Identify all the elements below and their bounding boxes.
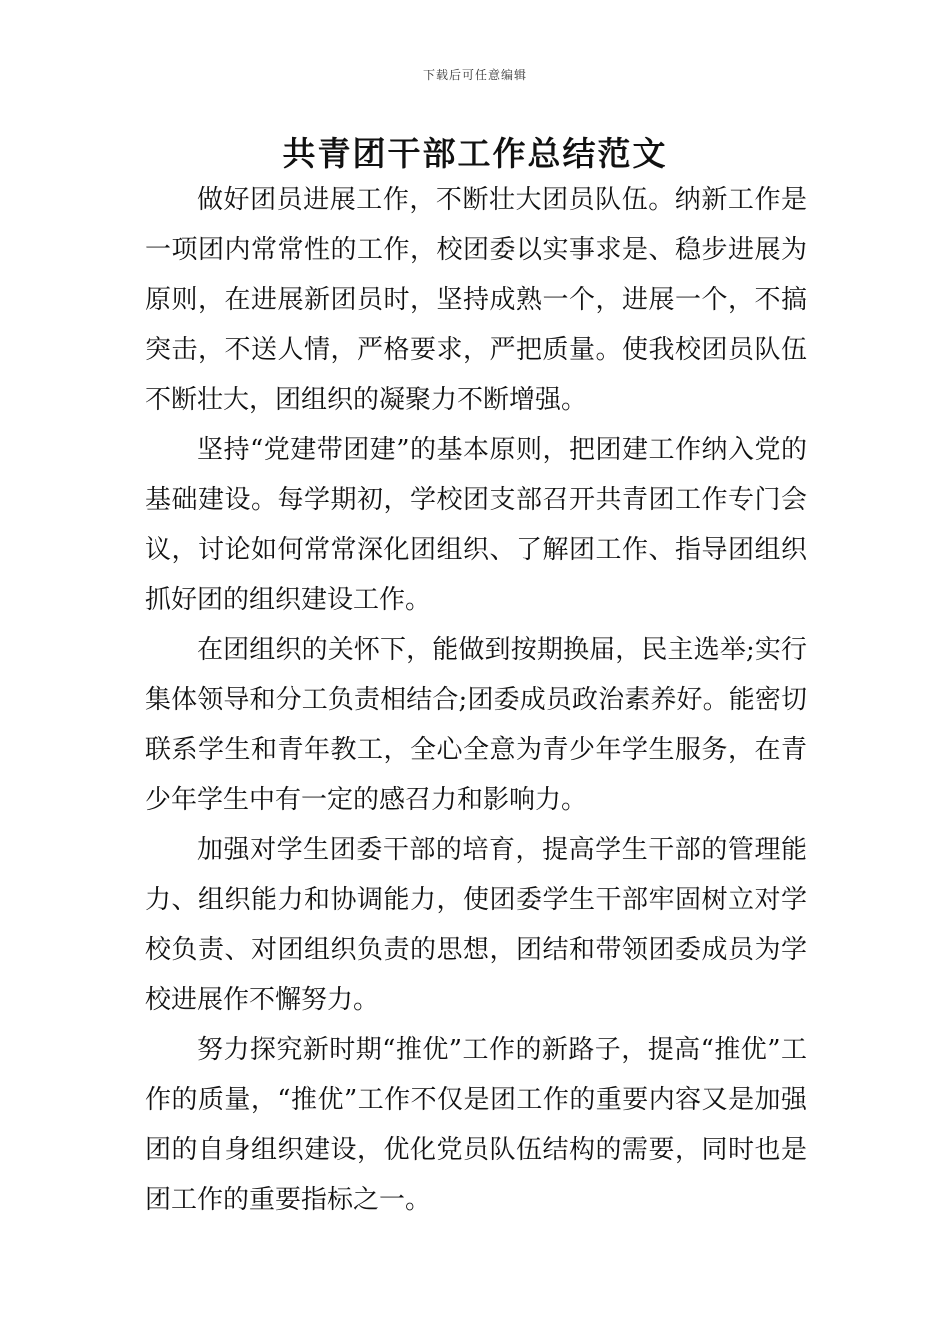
header-note: 下载后可任意编辑 xyxy=(422,68,527,82)
paragraph: 坚持“党建带团建”的基本原则，把团建工作纳入党的基础建设。每学期初，学校团支部召开共青团工作专门会议，讨论如何常常深化团组织、了解团工作、指导团组织抓好团的组织建设工作。 xyxy=(145,435,807,615)
paragraph: 加强对学生团委干部的培育，提高学生干部的管理能力、组织能力和协调能力，使团委学生干部牢固树立对学校负责、对团组织负责的思想，团结和带领团委成员为学校进展作不懈努力。 xyxy=(145,835,807,1015)
document-title: 共青团干部工作总结范文 xyxy=(282,134,668,173)
document-body xyxy=(145,175,807,1225)
paragraph: 努力探究新时期“推优”工作的新路子，提高“推优”工作的质量，“推优”工作不仅是团工作的重要内容又是加强团的自身组织建设，优化党员队伍结构的需要，同时也是团工作的重要指标之一。 xyxy=(145,1035,807,1215)
paragraph: 做好团员进展工作，不断壮大团员队伍。纳新工作是一项团内常常性的工作，校团委以实事求是、稳步进展为原则，在进展新团员时，坚持成熟一个，进展一个，不搞突击，不送人情，严格要求，严把质量。使我校团员队伍不断壮大，团组织的凝聚力不断增强。 xyxy=(145,185,807,415)
paragraph: 在团组织的关怀下，能做到按期换届，民主选举;实行集体领导和分工负责相结合;团委成员政治素养好。能密切联系学生和青年教工，全心全意为青少年学生服务，在青少年学生中有一定的感召力和影响力。 xyxy=(145,635,807,815)
